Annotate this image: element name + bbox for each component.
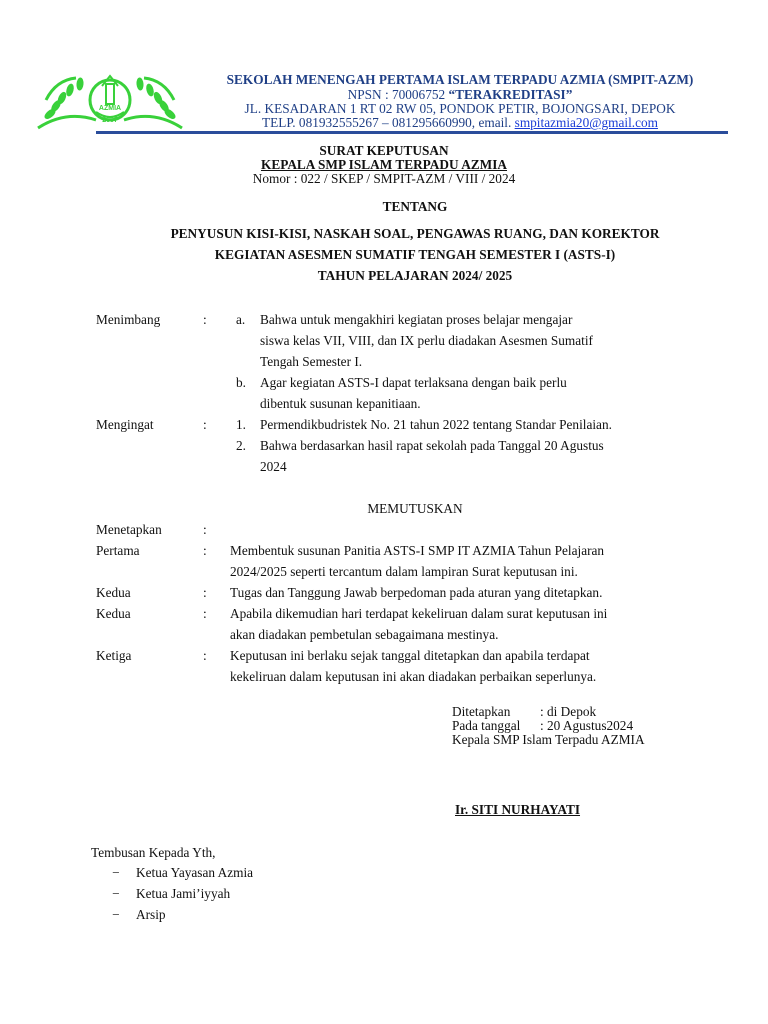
list-item-line: Bahwa berdasarkan hasil rapat sekolah pada Tanggal 20 Agustus xyxy=(260,438,604,453)
list-marker: b. xyxy=(236,375,246,390)
cc-item: Ketua Jami’iyyah xyxy=(136,886,231,901)
decision-label: Kedua xyxy=(96,585,131,600)
cc-item: Ketua Yayasan Azmia xyxy=(136,865,254,880)
menimbang-colon: : xyxy=(203,312,207,327)
decision-label: Pertama xyxy=(96,543,140,558)
decision-text: Tugas dan Tanggung Jawab berpedoman pada aturan yang ditetapkan. xyxy=(230,585,603,600)
decision-colon: : xyxy=(203,585,207,600)
subject-line-2: KEGIATAN ASESMEN SUMATIF TENGAH SEMESTER I (ASTS-I) xyxy=(214,247,616,262)
decision-text: akan diadakan pembetulan sebagaimana mestinya. xyxy=(230,627,499,642)
doc-title: SURAT KEPUTUSAN xyxy=(319,143,449,158)
cc-bullet: − xyxy=(112,886,120,901)
list-item-line: Bahwa untuk mengakhiri kegiatan proses belajar mengajar xyxy=(260,312,573,327)
mengingat-label: Mengingat xyxy=(96,417,154,432)
place-label: Ditetapkan xyxy=(452,704,511,719)
decision-label: Menetapkan xyxy=(96,522,162,537)
decision-colon: : xyxy=(203,648,207,663)
cc-bullet: − xyxy=(112,907,120,922)
contact-line xyxy=(150,115,768,130)
decision-label: Ketiga xyxy=(96,648,132,663)
decision-text: Apabila dikemudian hari terdapat kekeliruan dalam surat keputusan ini xyxy=(230,606,608,621)
subject-line-1: PENYUSUN KISI-KISI, NASKAH SOAL, PENGAWAS RUANG, DAN KOREKTOR xyxy=(170,226,660,241)
list-marker: 1. xyxy=(236,417,246,432)
list-item-line: Agar kegiatan ASTS-I dapat terlaksana dengan baik perlu xyxy=(260,375,567,390)
mengingat-colon: : xyxy=(203,417,207,432)
list-item-line: dibentuk susunan kepanitiaan. xyxy=(260,396,421,411)
logo-text: AZMIA xyxy=(98,105,122,112)
email-link[interactable]: smpitazmia20@gmail.com xyxy=(514,115,658,130)
list-marker: a. xyxy=(236,312,246,327)
date-value: : 20 Agustus2024 xyxy=(540,718,634,733)
decision-text: Keputusan ini berlaku sejak tanggal ditetapkan dan apabila terdapat xyxy=(230,648,590,663)
cc-item: Arsip xyxy=(136,907,166,922)
decision-text: kekeliruan dalam keputusan ini akan diadakan perbaikan seperlunya. xyxy=(230,669,597,684)
phone: TELP. 081932555267 – 081295660990, email. xyxy=(262,115,515,130)
date-label: Pada tanggal xyxy=(452,718,521,733)
logo-year: 2007 xyxy=(102,117,118,124)
list-item-line: Permendikbudristek No. 21 tahun 2022 tentang Standar Penilaian. xyxy=(260,417,612,432)
menimbang-label: Menimbang xyxy=(96,312,161,327)
about-heading: TENTANG xyxy=(382,199,448,214)
list-item-line: Tengah Semester I. xyxy=(260,354,363,369)
decision-colon: : xyxy=(203,543,207,558)
npsn-line xyxy=(150,87,768,102)
accreditation: “TERAKREDITASI” xyxy=(448,87,573,102)
npsn: NPSN : 70006752 xyxy=(347,87,449,102)
decision-colon: : xyxy=(203,522,207,537)
list-marker: 2. xyxy=(236,438,246,453)
decision-label: Kedua xyxy=(96,606,131,621)
decision-text: Membentuk susunan Panitia ASTS-I SMP IT AZMIA Tahun Pelajaran xyxy=(230,543,605,558)
cc-heading: Tembusan Kepada Yth, xyxy=(91,845,216,860)
header-divider xyxy=(96,131,728,134)
decision-heading: MEMUTUSKAN xyxy=(367,501,463,516)
list-item-line: siswa kelas VII, VIII, dan IX perlu diadakan Asesmen Sumatif xyxy=(260,333,593,348)
subject-line-3: TAHUN PELAJARAN 2024/ 2025 xyxy=(317,268,513,283)
list-item-line: 2024 xyxy=(260,459,287,474)
school-address: JL. KESADARAN 1 RT 02 RW 05, PONDOK PETIR, BOJONGSARI, DEPOK xyxy=(244,101,676,116)
signer-position: Kepala SMP Islam Terpadu AZMIA xyxy=(452,732,645,747)
decision-colon: : xyxy=(203,606,207,621)
doc-number: Nomor : 022 / SKEP / SMPIT-AZM / VIII / 2024 xyxy=(252,171,516,186)
signer-name: Ir. SITI NURHAYATI xyxy=(455,802,581,817)
place-value: : di Depok xyxy=(540,704,597,719)
cc-bullet: − xyxy=(112,865,120,880)
doc-subtitle: KEPALA SMP ISLAM TERPADU AZMIA xyxy=(260,157,508,172)
decision-text: 2024/2025 seperti tercantum dalam lampiran Surat keputusan ini. xyxy=(230,564,578,579)
school-name: SEKOLAH MENENGAH PERTAMA ISLAM TERPADU AZMIA (SMPIT-AZM) xyxy=(226,72,694,87)
